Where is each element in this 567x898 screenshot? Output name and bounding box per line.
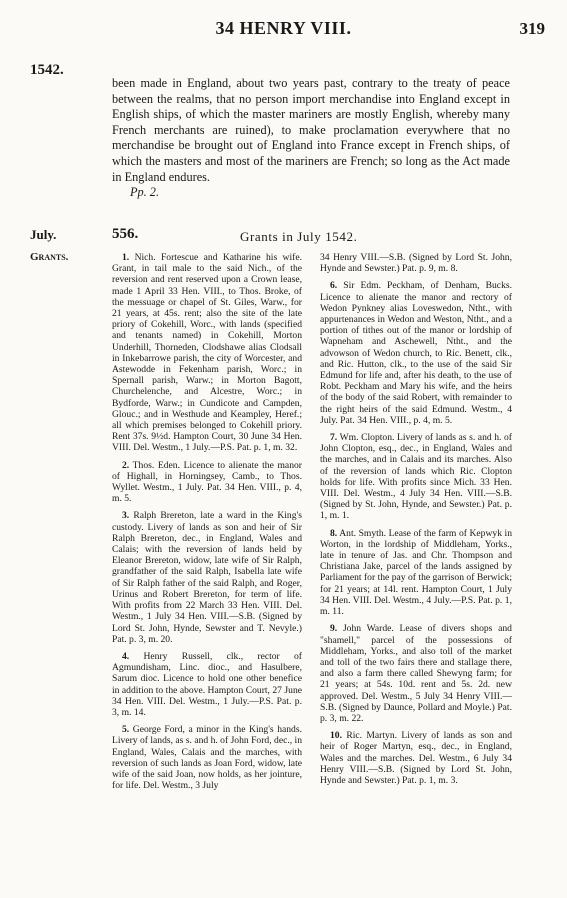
entry	[320, 623, 512, 724]
left-column	[112, 252, 302, 797]
entry-text: Nich. Fortescue and Katharine his wife. Grant, in tail male to the said Nich., of the reversion and rent reserved upon a Crown lease, made 1 April 33 Hen. VIII., to Thos. Broke, of the messuage or chapel of St. Giles, Warw., for 21 years, at 45s. rent; also the site of the late priory of Cokehill, Worc., with lands (specified and tenants named) in Cokehill, Morton Underhill, Thorneden, Clodshawe alias Clodsall in Inkebarrowe parish, the city of Worcester, and Astewodde in Fekenham parish, Worc.; in Spernall parish, Warw.; in Morton Bagott, Churchelenche, and Alcestre, Worc.; in Bydforde, Warw.; in Cundicote and Campden, Glouc.; and in Westhude and Keampley, Heref.; all which premises belonged to Cokehill priory. Rent 37s. 9½d. Hampton Court, 30 June 34 Hen. VIII. Del. Westm., 1 July.—P.S. Pat. p. 1, m. 32.	[112, 252, 302, 454]
entry-number: 5.	[122, 724, 130, 736]
intro-paragraph	[112, 76, 510, 201]
entry-text: Thos. Eden. Licence to alienate the manor of Highall, in Horningsey, Camb., to Thos. Wyllet. Westm., 1 July. Pat. 34 Hen. VIII., p. 4, m. 5.	[112, 459, 302, 505]
entry-text: Wm. Clopton. Livery of lands as s. and h. of John Clopton, esq., dec., in England, Wales and the marches, and in Calais and its marches. Also of the reversion of lands which Ric. Clopton holds for life. With profits since Mich. 33 Hen. VIII. Del. Westm., 4 July 34 Hen. VIII.—S.B. (Signed by St. John, Hynde, and Sewster.) Pat. p. 1, m. 1.	[320, 432, 512, 522]
running-header	[0, 18, 567, 42]
entry-number: 10.	[330, 730, 342, 742]
entry-text: Henry Russell, clk., rector of Agmundisham, Linc. dioc., and Hasulbere, Sarum dioc. Licence to hold one other benefice in addition to the above. Hampton Court, 27 June 34 Hen. VIII. Del. Westm., 1 July.—P.S. Pat. p. 3, m. 14.	[112, 650, 302, 718]
entry-text: George Ford, a minor in the King's hands. Livery of lands, as s. and h. of John Ford, dec., in England, Wales, Calais and the marches, with reversion of such lands as Joan Ford, widow, late wife of the said Joan, now holds, as her jointure, for life. Del. Westm., 3 July	[112, 724, 302, 792]
entry-number: 3.	[122, 510, 130, 522]
entry-number: 8.	[330, 527, 338, 539]
entry-text: Ant. Smyth. Lease of the farm of Kepwyk in Worton, in the lordship of Middleham, Yorks., late in tenure of Jas. and Chr. Thompson and Christiana Jake, parcel of the lands assigned by Parliament for the pay of the garrison of Berwick; for 21 years; at 14l. rent. Hampton Court, 1 July 34 Hen. VIII. Del. Westm., 4 July.—P.S. Pat. p. 1, m. 11.	[320, 527, 512, 618]
section-title: Grants in July 1542.	[240, 229, 358, 244]
section-number: 556.	[112, 226, 139, 242]
entry-text: Sir Edm. Peckham, of Denham, Bucks. Licence to alienate the manor and rectory of Wedon Pynkney alias Loveswedon, Ntht., with appurtenances in Wedon and Weston, Ntht., and a portion of tithes out of the manor or lordship of Wapneham and Aschewell, Ntht., and the advowson of Wedon church, to Ric. Benett, clk., and Ric. Hutton, clk., to the use of the said Sir Edmund for life and, after his death, to the use of Robt. Peckham and Mary his wife, and the heirs of the body of the said Robert, with remainder to the right heirs of the said Edmund. Westm., 4 July. Pat. 34 Hen. VIII., p. 4, m. 5.	[320, 280, 512, 426]
entry	[320, 432, 512, 522]
entry	[112, 651, 302, 718]
entry	[112, 252, 302, 454]
entry-number: 6.	[330, 280, 338, 292]
margin-month: July.	[30, 227, 57, 242]
entry	[320, 730, 512, 786]
margin-year: 1542.	[30, 62, 64, 78]
entry	[112, 460, 302, 505]
entry-number: 2.	[122, 459, 130, 471]
entry	[320, 528, 512, 618]
intro-text: been made in England, about two years past, contrary to the treaty of peace between the realms, that no person import merchandise into England except in English ships, of which the master mariners are mostly English, whereby many French merchants are ruined), to make proclamation everywhere that no merchandise be brought out of England into France except in French ships, of which the masters and most of the mariners are French; so long as the Act made in England endures.	[112, 76, 510, 184]
entry-text: 34 Henry VIII.—S.B. (Signed by Lord St. John, Hynde and Sewster.) Pat. p. 9, m. 8.	[320, 252, 512, 275]
entry-continuation	[320, 252, 512, 274]
entry	[112, 724, 302, 791]
page-number: 319	[519, 19, 545, 38]
entry-text: John Warde. Lease of divers shops and "shamell," parcel of the possessions of Middleham, Yorks., and also toll of the market and toll of the two fairs there and stallage there, and also a farm there called Shewyng farm; for 21 years; at 54s. 10d. rent and 5s. 2d. new approved. Del. Westm., 5 July 34 Henry VIII.—S.B. (Signed by Daunce, Pollard and Moyle.) Pat. p. 3, m. 22.	[320, 623, 512, 724]
entry	[320, 280, 512, 426]
right-column	[320, 252, 512, 792]
entry-number: 7.	[330, 432, 338, 444]
entry	[112, 510, 302, 644]
entry-text: Ric. Martyn. Livery of lands as son and heir of Roger Martyn, esq., dec., in England, Wales and the marches. Del. Westm., 6 July 34 Henry VIII.—S.B. (Signed by Lord St. John, Hynde and Sewster.) Pat. p. 1, m. 3.	[320, 730, 513, 786]
margin-category: Grants.	[30, 251, 69, 263]
entry-number: 9.	[330, 623, 338, 635]
running-title: 34 HENRY VIII.	[215, 18, 352, 38]
intro-pages-note: Pp. 2.	[130, 185, 160, 200]
entry-number: 1.	[122, 252, 130, 263]
entry-number: 4.	[122, 650, 130, 662]
entry-text: Ralph Brereton, late a ward in the King's custody. Livery of lands as son and heir of Sir Ralph Brereton, dec., in England, Wales and Calais; with the reversion of lands held by Eleanor Brereton, widow, late wife of Sir Ralph, grandfather of the said Ralph, Isabella late wife of Sir Ralph father of the said Ralph, and Roger, Urinus and Robert Brereton, for term of life. With profits from 22 March 33 Hen. VIII. Del. Westm., 1 July 34 Hen. VIII.—S.B. (Signed by Lord St. John, Hynde, Sewster and T. Nevyle.) Pat. p. 3, m. 20.	[112, 510, 302, 645]
